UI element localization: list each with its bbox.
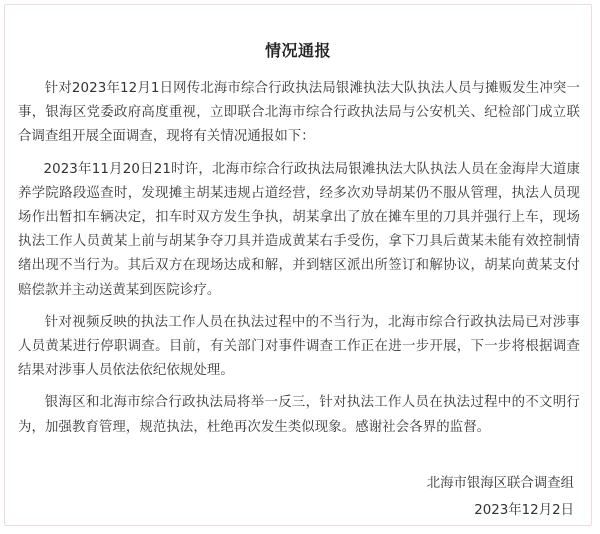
notice-body <box>18 77 580 448</box>
signature-date: 2023年12月2日 <box>474 503 574 518</box>
paragraph-intro: 针对2023年12月1日网传北海市综合行政执法局银滩执法大队执法人员与摊贩发生冲突一事，银海区党委政府高度重视，立即联合北海市综合行政执法局与公安机关、纪检部门成立联合调查组开展全面调查，现将有关情况通报如下： <box>18 81 580 145</box>
paragraph-incident: 2023年11月20日21时许，北海市综合行政执法局银滩执法大队执法人员在金海岸大道康养学院路段巡查时，发现摊主胡某违规占道经营，经多次劝导胡某仍不服从管理，执法人员现场作出暂扣车辆决定，扣车时双方发生争执，胡某拿出了放在摊车里的刀具并强行上车，现场执法工作人员黄某上前与胡某争夺刀具并造成黄某右手受伤，拿下刀具后黄某未能有效控制情绪出现不当行为。其后双方在现场达成和解，并到辖区派出所签订和解协议，胡某向黄某支付赔偿款并主动送黄某到医院诊疗。 <box>18 161 580 298</box>
notice-title: 情况通报 <box>264 41 331 60</box>
signature-organization: 北海市银海区联合调查组 <box>426 476 574 491</box>
notice-card <box>4 4 592 526</box>
paragraph-closing: 银海区和北海市综合行政执法局将举一反三，针对执法工作人员在执法过程中的不文明行为，加强教育管理，规范执法，杜绝再次发生类似现象。感谢社会各界的监督。 <box>18 395 580 435</box>
paragraph-handling: 针对视频反映的执法工作人员在执法过程中的不当行为，北海市综合行政执法局已对涉事人员黄某进行停职调查。目前，有关部门对事件调查工作正在进一步开展，下一步将根据调查结果对涉事人员依法依纪依规处理。 <box>18 314 580 379</box>
